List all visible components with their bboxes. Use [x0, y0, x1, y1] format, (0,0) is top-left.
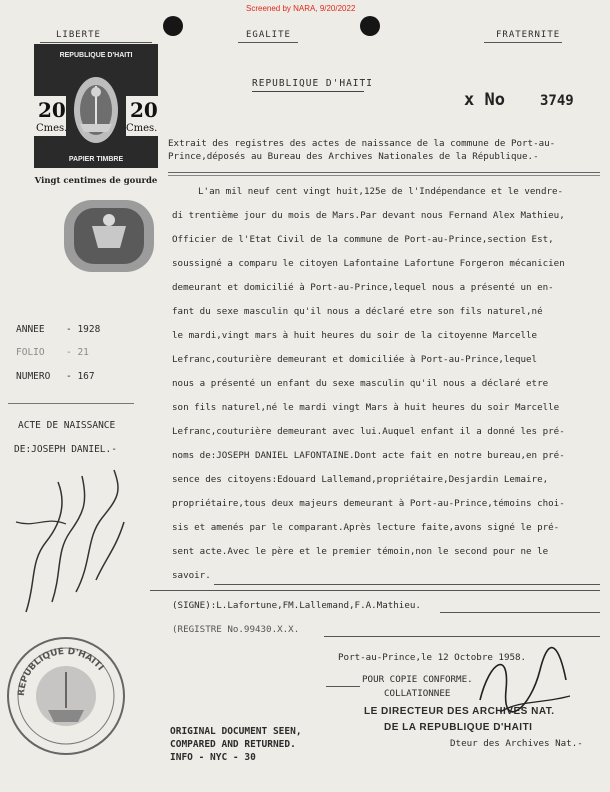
- handwritten-annotation-icon: [6, 462, 136, 622]
- stamp-value-left: 20: [38, 98, 66, 122]
- fill-line: [214, 584, 600, 585]
- annee-value: - 1928: [66, 324, 101, 335]
- signature-icon: [470, 640, 580, 720]
- margin-divider: [8, 403, 134, 404]
- director-stamp-line: LE DIRECTEUR DES ARCHIVES NAT.: [364, 706, 555, 717]
- acte-name: DE:JOSEPH DANIEL.-: [14, 444, 117, 455]
- numero-label: NUMERO: [16, 371, 51, 382]
- acte-title: ACTE DE NAISSANCE: [18, 420, 116, 431]
- section-divider: [168, 172, 600, 173]
- collated-label: COLLATIONNEE: [384, 688, 451, 699]
- fill-line: [440, 612, 600, 613]
- document-title: REPUBLIQUE D'HAITI: [252, 78, 373, 89]
- body-line: savoir.: [172, 570, 211, 581]
- motto-liberte: LIBERTE: [56, 30, 101, 40]
- body-line: son fils naturel,né le mardi vingt Mars à huit heures du soir Marcelle: [172, 402, 560, 413]
- footer-line-3: INFO - NYC - 30: [170, 752, 256, 763]
- title-underline: [252, 91, 364, 92]
- screened-banner: Screened by NARA, 9/20/2022: [246, 4, 356, 13]
- body-line: Lefranc,couturière demeurant avec lui.Auquel enfant il a donné les pré-: [172, 426, 565, 437]
- stamp-caption: Vingt centimes de gourde: [34, 176, 158, 186]
- signed-line: (SIGNE):L.Lafortune,FM.Lallemand,F.A.Mathieu.: [172, 600, 421, 611]
- motto-underline: [40, 42, 152, 43]
- extract-line: Extrait des registres des actes de naissance de la commune de Port-au-: [168, 138, 556, 149]
- footer-line-2: COMPARED AND RETURNED.: [170, 739, 296, 750]
- body-line: le mardi,vingt mars à huit heures du soir de la citoyenne Marcelle: [172, 330, 538, 341]
- body-line: propriétaire,tous deux majeurs demeurant à Port-au-Prince,témoins choi-: [172, 498, 565, 509]
- seal-text: REPUBLIQUE D'HAITI: [16, 646, 106, 697]
- body-line: di trentième jour du mois de Mars.Par devant nous Fernand Alex Mathieu,: [172, 210, 565, 221]
- body-line: Lefranc,couturière demeurant et domiciliée à Port-au-Prince,lequel: [172, 354, 538, 365]
- director-stamp-line: DE LA REPUBLIQUE D'HAITI: [384, 722, 533, 733]
- body-line: Officier de l'Etat Civil de la commune de Port-au-Prince,section Est,: [172, 234, 554, 245]
- footer-line-1: ORIGINAL DOCUMENT SEEN,: [170, 726, 302, 737]
- body-line: noms de:JOSEPH DANIEL LAFONTAINE.Dont acte fait en notre bureau,en pré-: [172, 450, 565, 461]
- registry-line: (REGISTRE No.99430.X.X.: [172, 624, 300, 635]
- director-title: Dteur des Archives Nat.-: [450, 738, 583, 749]
- section-divider: [150, 590, 600, 591]
- section-divider: [168, 175, 600, 176]
- motto-fraternite: FRATERNITE: [496, 30, 561, 40]
- folio-label: FOLIO: [16, 347, 45, 358]
- body-line: sent acte.Avec le père et le premier témoin,non le second pour ne le: [172, 546, 549, 557]
- record-number-label: x No: [464, 90, 505, 110]
- stamp-unit-left: Cmes.: [36, 123, 68, 134]
- record-number: 3749: [540, 93, 574, 109]
- embossed-seal-icon: [62, 196, 156, 276]
- fill-line: [326, 686, 360, 687]
- copy-conforme: POUR COPIE CONFORME.: [362, 674, 473, 685]
- coat-of-arms-icon: [72, 74, 120, 146]
- extract-line: Prince,déposés au Bureau des Archives Nationales de la République.-: [168, 151, 539, 162]
- motto-egalite: EGALITE: [246, 30, 291, 40]
- body-line: L'an mil neuf cent vingt huit,125e de l'Indépendance et le vendre-: [198, 186, 564, 197]
- body-line: soussigné a comparu le citoyen Lafontaine Lafortune Forgeron mécanicien: [172, 258, 565, 269]
- body-line: demeurant et domicilié à Port-au-Prince,lequel nous a présenté un en-: [172, 282, 554, 293]
- punch-hole-right: [360, 16, 380, 36]
- stamp-unit-right: Cmes.: [126, 123, 158, 134]
- motto-underline: [484, 42, 562, 43]
- stamp-footer: PAPIER TIMBRE: [68, 156, 124, 163]
- closing-date: Port-au-Prince,le 12 Octobre 1958.: [338, 652, 527, 663]
- numero-value: - 167: [66, 371, 95, 382]
- motto-underline: [238, 42, 298, 43]
- body-line: sis et amenés par le comparant.Après lecture faite,avons signé le pré-: [172, 522, 560, 533]
- official-seal-icon: [4, 634, 128, 758]
- annee-label: ANNEE: [16, 324, 45, 335]
- stamp-value-right: 20: [130, 98, 158, 122]
- fill-line: [324, 636, 600, 637]
- folio-value: - 21: [66, 347, 89, 358]
- body-line: nous a présenté un enfant du sexe masculin qu'il nous a déclaré etre: [172, 378, 549, 389]
- punch-hole-left: [163, 16, 183, 36]
- stamp-title: REPUBLIQUE D'HAITI: [59, 52, 133, 59]
- body-line: sence des citoyens:Edouard Lallemand,propriétaire,Desjardin Lemaire,: [172, 474, 549, 485]
- body-line: fant du sexe masculin qu'il nous a déclaré etre son fils naturel,né: [172, 306, 543, 317]
